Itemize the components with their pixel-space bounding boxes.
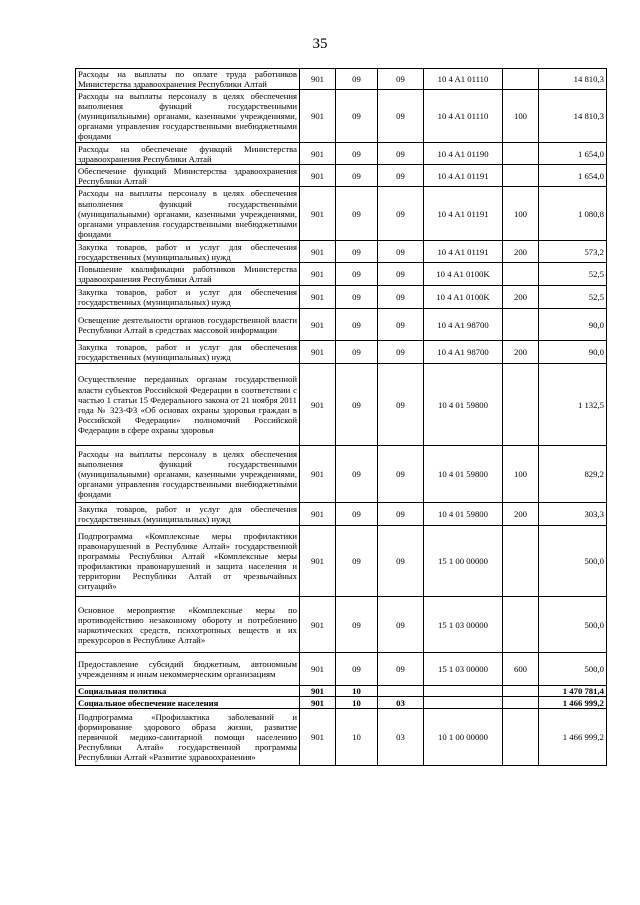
cell-subsection: 09 xyxy=(378,597,424,653)
cell-expense-type: 200 xyxy=(503,241,539,263)
cell-name: Закупка товаров, работ и услуг для обеспечения государственных (муниципальных) нужд xyxy=(76,241,300,263)
cell-section: 09 xyxy=(336,653,378,686)
cell-section: 09 xyxy=(336,364,378,446)
cell-name: Основное мероприятие «Комплексные меры по противодействию незаконному обороту и потреблению наркотических средств, психотропных веществ и их прекурсоров в Республике Алтай» xyxy=(76,597,300,653)
cell-section: 09 xyxy=(336,165,378,187)
cell-name: Социальное обеспечение населения xyxy=(76,697,300,709)
cell-amount: 1 654,0 xyxy=(539,143,607,165)
cell-section: 10 xyxy=(336,686,378,697)
table-row xyxy=(76,709,607,766)
cell-expense-type: 200 xyxy=(503,341,539,364)
table-row xyxy=(76,241,607,263)
cell-section: 09 xyxy=(336,341,378,364)
table-row xyxy=(76,653,607,686)
table-row xyxy=(76,597,607,653)
table-row xyxy=(76,143,607,165)
cell-name: Закупка товаров, работ и услуг для обеспечения государственных (муниципальных) нужд xyxy=(76,286,300,309)
cell-target-article: 10 4 A1 01191 xyxy=(424,187,503,241)
cell-target-article: 15 1 03 00000 xyxy=(424,653,503,686)
cell-subsection: 09 xyxy=(378,446,424,503)
cell-expense-type xyxy=(503,69,539,90)
cell-section: 09 xyxy=(336,69,378,90)
cell-target-article xyxy=(424,697,503,709)
cell-target-article: 10 4 A1 0100K xyxy=(424,263,503,286)
cell-expense-type xyxy=(503,263,539,286)
cell-amount: 303,3 xyxy=(539,503,607,526)
cell-admin-code: 901 xyxy=(300,90,336,143)
cell-name: Подпрограмма «Комплексные меры профилактики правонарушений в Республике Алтай» государственной программы Республики Алтай «Комплексные меры профилактики правонарушений и защита населения и территории Республики Алтай от чрезвычайных ситуаций» xyxy=(76,526,300,597)
table-row xyxy=(76,341,607,364)
cell-section: 09 xyxy=(336,526,378,597)
cell-amount: 14 810,3 xyxy=(539,90,607,143)
cell-admin-code: 901 xyxy=(300,364,336,446)
cell-subsection: 09 xyxy=(378,526,424,597)
cell-subsection: 09 xyxy=(378,241,424,263)
table-row xyxy=(76,686,607,697)
cell-subsection: 09 xyxy=(378,263,424,286)
cell-expense-type: 100 xyxy=(503,187,539,241)
cell-target-article: 10 4 01 59800 xyxy=(424,446,503,503)
cell-subsection: 09 xyxy=(378,309,424,341)
cell-name: Расходы на обеспечение функций Министерства здравоохранения Республики Алтай xyxy=(76,143,300,165)
cell-amount: 500,0 xyxy=(539,597,607,653)
cell-target-article: 10 1 00 00000 xyxy=(424,709,503,766)
cell-section: 09 xyxy=(336,286,378,309)
budget-table xyxy=(75,68,607,766)
cell-expense-type xyxy=(503,697,539,709)
cell-expense-type: 200 xyxy=(503,503,539,526)
cell-target-article xyxy=(424,686,503,697)
table-row xyxy=(76,503,607,526)
cell-expense-type xyxy=(503,364,539,446)
cell-section: 09 xyxy=(336,187,378,241)
cell-admin-code: 901 xyxy=(300,241,336,263)
cell-section: 10 xyxy=(336,697,378,709)
cell-amount: 1 654,0 xyxy=(539,165,607,187)
cell-section: 09 xyxy=(336,241,378,263)
cell-admin-code: 901 xyxy=(300,341,336,364)
cell-section: 09 xyxy=(336,309,378,341)
cell-target-article: 10 4 A1 0100K xyxy=(424,286,503,309)
cell-admin-code: 901 xyxy=(300,69,336,90)
cell-expense-type xyxy=(503,597,539,653)
cell-subsection: 09 xyxy=(378,503,424,526)
table-row xyxy=(76,697,607,709)
cell-expense-type xyxy=(503,165,539,187)
cell-expense-type: 100 xyxy=(503,90,539,143)
cell-admin-code: 901 xyxy=(300,686,336,697)
cell-name: Предоставление субсидий бюджетным, автономным учреждениям и иным некоммерческим организациям xyxy=(76,653,300,686)
cell-name: Закупка товаров, работ и услуг для обеспечения государственных (муниципальных) нужд xyxy=(76,503,300,526)
table-row xyxy=(76,69,607,90)
cell-subsection: 09 xyxy=(378,364,424,446)
cell-target-article: 15 1 03 00000 xyxy=(424,597,503,653)
cell-section: 09 xyxy=(336,503,378,526)
cell-admin-code: 901 xyxy=(300,697,336,709)
cell-name: Социальная политика xyxy=(76,686,300,697)
cell-expense-type xyxy=(503,686,539,697)
page-number: 35 xyxy=(312,36,328,52)
table-row xyxy=(76,526,607,597)
table-body xyxy=(76,69,607,766)
table-row xyxy=(76,187,607,241)
cell-expense-type: 100 xyxy=(503,446,539,503)
cell-expense-type xyxy=(503,526,539,597)
cell-admin-code: 901 xyxy=(300,286,336,309)
cell-name: Расходы на выплаты по оплате труда работников Министерства здравоохранения Республики Алтай xyxy=(76,69,300,90)
cell-target-article: 15 1 00 00000 xyxy=(424,526,503,597)
cell-subsection: 09 xyxy=(378,286,424,309)
cell-name: Повышение квалификации работников Министерства здравоохранения Республики Алтай xyxy=(76,263,300,286)
cell-section: 09 xyxy=(336,90,378,143)
cell-admin-code: 901 xyxy=(300,597,336,653)
cell-amount: 90,0 xyxy=(539,309,607,341)
cell-target-article: 10 4 01 59800 xyxy=(424,364,503,446)
cell-admin-code: 901 xyxy=(300,309,336,341)
cell-target-article: 10 4 01 59800 xyxy=(424,503,503,526)
cell-section: 10 xyxy=(336,709,378,766)
cell-amount: 52,5 xyxy=(539,263,607,286)
cell-amount: 1 080,8 xyxy=(539,187,607,241)
cell-name: Расходы на выплаты персоналу в целях обеспечения выполнения функций государственными (муниципальными) органами, казенными учреждениями, органами управления государственными внебюджетными фондами xyxy=(76,90,300,143)
cell-name: Расходы на выплаты персоналу в целях обеспечения выполнения функций государственными (муниципальными) органами, казенными учреждениями, органами управления государственными внебюджетными фондами xyxy=(76,187,300,241)
table-row xyxy=(76,309,607,341)
cell-amount: 90,0 xyxy=(539,341,607,364)
cell-target-article: 10 4 A1 01110 xyxy=(424,69,503,90)
cell-name: Осуществление переданных органам государственной власти субъектов Российской Федерации в соответствии с частью 1 статьи 15 Федерального закона от 21 ноября 2011 года № 323-ФЗ «Об основах охраны здоровья граждан в Российской Федерации» полномочий Российской Федерации в сфере охраны здоровья xyxy=(76,364,300,446)
cell-subsection: 09 xyxy=(378,165,424,187)
cell-subsection: 09 xyxy=(378,653,424,686)
table-row xyxy=(76,364,607,446)
cell-subsection: 09 xyxy=(378,341,424,364)
cell-admin-code: 901 xyxy=(300,165,336,187)
cell-admin-code: 901 xyxy=(300,526,336,597)
table-row xyxy=(76,286,607,309)
cell-subsection: 09 xyxy=(378,187,424,241)
cell-section: 09 xyxy=(336,597,378,653)
cell-admin-code: 901 xyxy=(300,709,336,766)
cell-amount: 52,5 xyxy=(539,286,607,309)
cell-amount: 500,0 xyxy=(539,526,607,597)
cell-expense-type xyxy=(503,709,539,766)
cell-subsection: 09 xyxy=(378,90,424,143)
cell-target-article: 10 4 A1 01190 xyxy=(424,143,503,165)
cell-admin-code: 901 xyxy=(300,263,336,286)
cell-target-article: 10 4 A1 98700 xyxy=(424,309,503,341)
cell-subsection: 09 xyxy=(378,143,424,165)
table-row xyxy=(76,446,607,503)
cell-target-article: 10 4 A1 98700 xyxy=(424,341,503,364)
cell-subsection: 03 xyxy=(378,709,424,766)
cell-section: 09 xyxy=(336,143,378,165)
cell-name: Подпрограмма «Профилактика заболеваний и формирование здорового образа жизни, развитие первичной медико-санитарной помощи населению Республики Алтай» государственной программы Республики Алтай «Развитие здравоохранения» xyxy=(76,709,300,766)
cell-target-article: 10 4 A1 01191 xyxy=(424,165,503,187)
cell-admin-code: 901 xyxy=(300,143,336,165)
cell-amount: 1 466 999,2 xyxy=(539,709,607,766)
cell-name: Освещение деятельности органов государственной власти Республики Алтай в средствах массовой информации xyxy=(76,309,300,341)
cell-amount: 1 132,5 xyxy=(539,364,607,446)
cell-amount: 500,0 xyxy=(539,653,607,686)
cell-target-article: 10 4 A1 01191 xyxy=(424,241,503,263)
cell-admin-code: 901 xyxy=(300,187,336,241)
cell-subsection: 09 xyxy=(378,69,424,90)
cell-expense-type: 200 xyxy=(503,286,539,309)
table-row xyxy=(76,165,607,187)
table-row xyxy=(76,263,607,286)
table-row xyxy=(76,90,607,143)
cell-name: Расходы на выплаты персоналу в целях обеспечения выполнения функций государственными (муниципальными) органами, казенными учреждениями, органами управления государственными внебюджетными фондами xyxy=(76,446,300,503)
cell-subsection xyxy=(378,686,424,697)
cell-expense-type: 600 xyxy=(503,653,539,686)
cell-amount: 1 466 999,2 xyxy=(539,697,607,709)
cell-name: Обеспечение функций Министерства здравоохранения Республики Алтай xyxy=(76,165,300,187)
cell-name: Закупка товаров, работ и услуг для обеспечения государственных (муниципальных) нужд xyxy=(76,341,300,364)
cell-admin-code: 901 xyxy=(300,446,336,503)
cell-admin-code: 901 xyxy=(300,503,336,526)
cell-expense-type xyxy=(503,143,539,165)
cell-section: 09 xyxy=(336,263,378,286)
cell-amount: 573,2 xyxy=(539,241,607,263)
cell-subsection: 03 xyxy=(378,697,424,709)
cell-section: 09 xyxy=(336,446,378,503)
cell-target-article: 10 4 A1 01110 xyxy=(424,90,503,143)
cell-amount: 1 470 781,4 xyxy=(539,686,607,697)
cell-amount: 14 810,3 xyxy=(539,69,607,90)
cell-expense-type xyxy=(503,309,539,341)
cell-admin-code: 901 xyxy=(300,653,336,686)
cell-amount: 829,2 xyxy=(539,446,607,503)
